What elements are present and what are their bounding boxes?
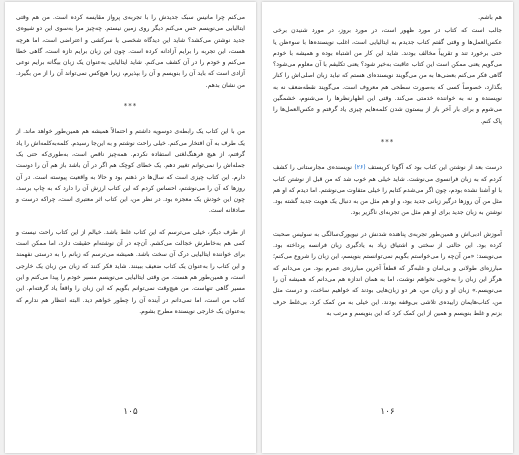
section-separator: *** xyxy=(123,102,138,111)
right-paragraph-3: درست بعد از نوشتن این کتاب بود که آگوتا کریستف (۲۶) نویسنده‌ی مجارستانی را کشف کردم که به زبان فرانسوی می‌نوشت. شاید خیلی هم خوب شد که من قبل از نوشتن کتاب با او آشنا نشده بودم، چون اگر می‌شدم کتابم را خیلی متفاوت می‌نوشتم. اما دیدم که او هم مثل من آن روزها درگیر زبانی جدید بود، و او هم مثل من به دنبال یک هویت جدید گشته بود. نوشتن به زبان جدید برای او هم مثل من تجربه‌ای ناگزیر بود. xyxy=(272,164,502,217)
right-paragraph-2: جالب است که کتاب در مورد ظهور است، در مورد بروز، در مورد شنیدن برخی عکس‌العمل‌ها و وقتی گفتم کتاب جدیدم به ایتالیایی است، اغلب نویسنده‌ها با سوءظن یا حتی برخورد تند و تقریباً مخالف بودند. شاید این کار من اشتباه بوده و همیشه با خودم می‌گویم یعنی ممکن است این کتاب عاقبت به‌خیر شود؟ یعنی تکلیفم با آن معلوم می‌شود؟ گاهی فکر می‌کنم بعضی‌ها به من می‌گویند نویسنده‌ای هستم که نباید زبان اصلی‌اش را کنار بگذارد، خصوصاً کسی که به‌صورت سطحی هم معروف است. می‌گویند نقطه‌ضعف نه به نویسنده و نه به خواننده خدمتی می‌کند. وقتی این اظهارنظرها را می‌شنوم، خشمگین می‌شوم و برای بار آخر باز از بیستون شدن کلمه‌هایم چیزی یاد گرفتم و عکس‌العمل‌ها را پاک کنم. xyxy=(273,27,502,125)
page-number: ۱۰۵ xyxy=(123,407,138,417)
right-page xyxy=(262,2,513,453)
footnote-link[interactable]: (۲۶) xyxy=(354,164,366,172)
page-number: ۱۰۶ xyxy=(380,407,395,417)
right-paragraph-4: آموزش ادبی‌اش و همین‌طور تجربه‌ی پناهنده شدنش در نیویورک‌سالگی به سوئیس صحبت کرده بود. این حالتی از سختی و اشتیاق زیاد به یادگیری زبان فرانسه پرداخته بود. می‌نویسد: «من آن‌چه را می‌خواستم بگویم نمی‌توانستم بنویسم، این زبان را شروع می‌کنم؛ مبارزه‌ای طولانی و بی‌امان و غلبه‌گر که قطعاً آخرین مبارزه‌ی عمرم بود. من می‌دانم که هرگز این زبان را به‌خوبی نخواهم نوشت، اما به همان اندازه هم می‌دانم که همیشه آن را می‌نویسم.» زبان او و زبان من، هر دو زبان‌هایی بودند که خواهیم ساخت، و درست مثل من، کتاب‌هایمان زاییده‌ی تلاشی بی‌وقفه بودند. این خیلی به من کمک کرد. بی‌غلط حرف بزنم و غلط بنویسم و همین از این کمک کرد که این بنویسم و مرتب به xyxy=(273,230,502,317)
left-page xyxy=(5,2,256,453)
left-paragraph-3: از طرف دیگر، خیلی می‌ترسم که این کتاب غلط باشد. خیالم از این کتاب راحت نیست و کمی هم به‌خاطرش خجالت می‌کشم. آن‌چه در آن نوشته‌ام حقیقت دارد، اما ممکن است برای خواننده ایتالیایی درک آن سخت باشد. همیشه می‌ترسم که زبانم را به درستی نفهمند و این کتاب را به‌عنوان یک کتاب ضعیف ببینند. شاید فکر کنند که زبان من زبان یک خارجی است، و همین‌طور هم هست. من وقتی ایتالیایی می‌نویسم مسیر خودم را پیدا می‌کنم و این مسیر گاهی تنهاست. من هیچ‌وقت نمی‌توانم بگویم که این زبان را واقعاً یاد گرفته‌ام. این کتاب من است، اما نمی‌دانم در آینده آن را چطور خواهم دید. البته انتظار هم ندارم که به‌عنوان یک خارجی نویسنده مطرح بشوم. xyxy=(16,228,245,315)
left-paragraph-2: من با این کتاب یک رابطه‌ی دوسویه داشتم و احتمالاً همیشه هم همین‌طور خواهد ماند. از یک طرف به آن افتخار می‌کنم. خیلی راحت نوشتم و به این‌جا رسیدم. کلمه‌به‌کلمه‌اش را یاد گرفتم، از هیچ فرهنگ‌لغتی استفاده نکردم. همه‌چیز ناقص است، به‌طوری‌که حتی یک جمله‌اش را نمی‌توانم تغییر دهم. یک خطای کوچک هم اگر در آن باشد باز هم آن را دوست دارم. این کتاب چیزی است که سال‌ها در ذهنم بود و حالا به واقعیت پیوسته است. در آن روزها که آن را می‌نوشتم، احساس کردم که این کتاب ارزش آن را دارد که به چاپ برسد، چون این خودش یک معجزه بود. در نظر من، این کتاب اثر معتبری است، چراکه درست و صادقانه است. xyxy=(16,128,245,215)
left-paragraph-1: می‌کنم چرا مانیس سبک جدیدش را با تجربه‌ی پرواز مقایسه کرده است. من هم وقتی ایتالیایی می‌نویسم حس می‌کنم دیگر روی زمین نیستم. چه‌چیز مرا به‌سوی این دو شیوه‌ی جدید نوشتن می‌کشد؟ شاید این دیدگاه شخصی یا سرکشی و اعتراضی است، اما هرچه هست، این تجربه را برایم آزادانه کرده است. چون این زبان برایم تازه است، گاهی خطا می‌کنم و خودم را در آن کشف می‌کنم. شاید ایتالیایی به‌عنوان یک زبان بیگانه برایم نوعی آزادی است که باید آن را بنویسم و آن را بپذیرم، زیرا هیچ‌کس نمی‌تواند آن را از من بگیرد. من نشان بدهم. xyxy=(16,14,245,89)
section-separator: *** xyxy=(380,137,395,146)
right-paragraph-1: هم باشم. xyxy=(478,14,502,21)
